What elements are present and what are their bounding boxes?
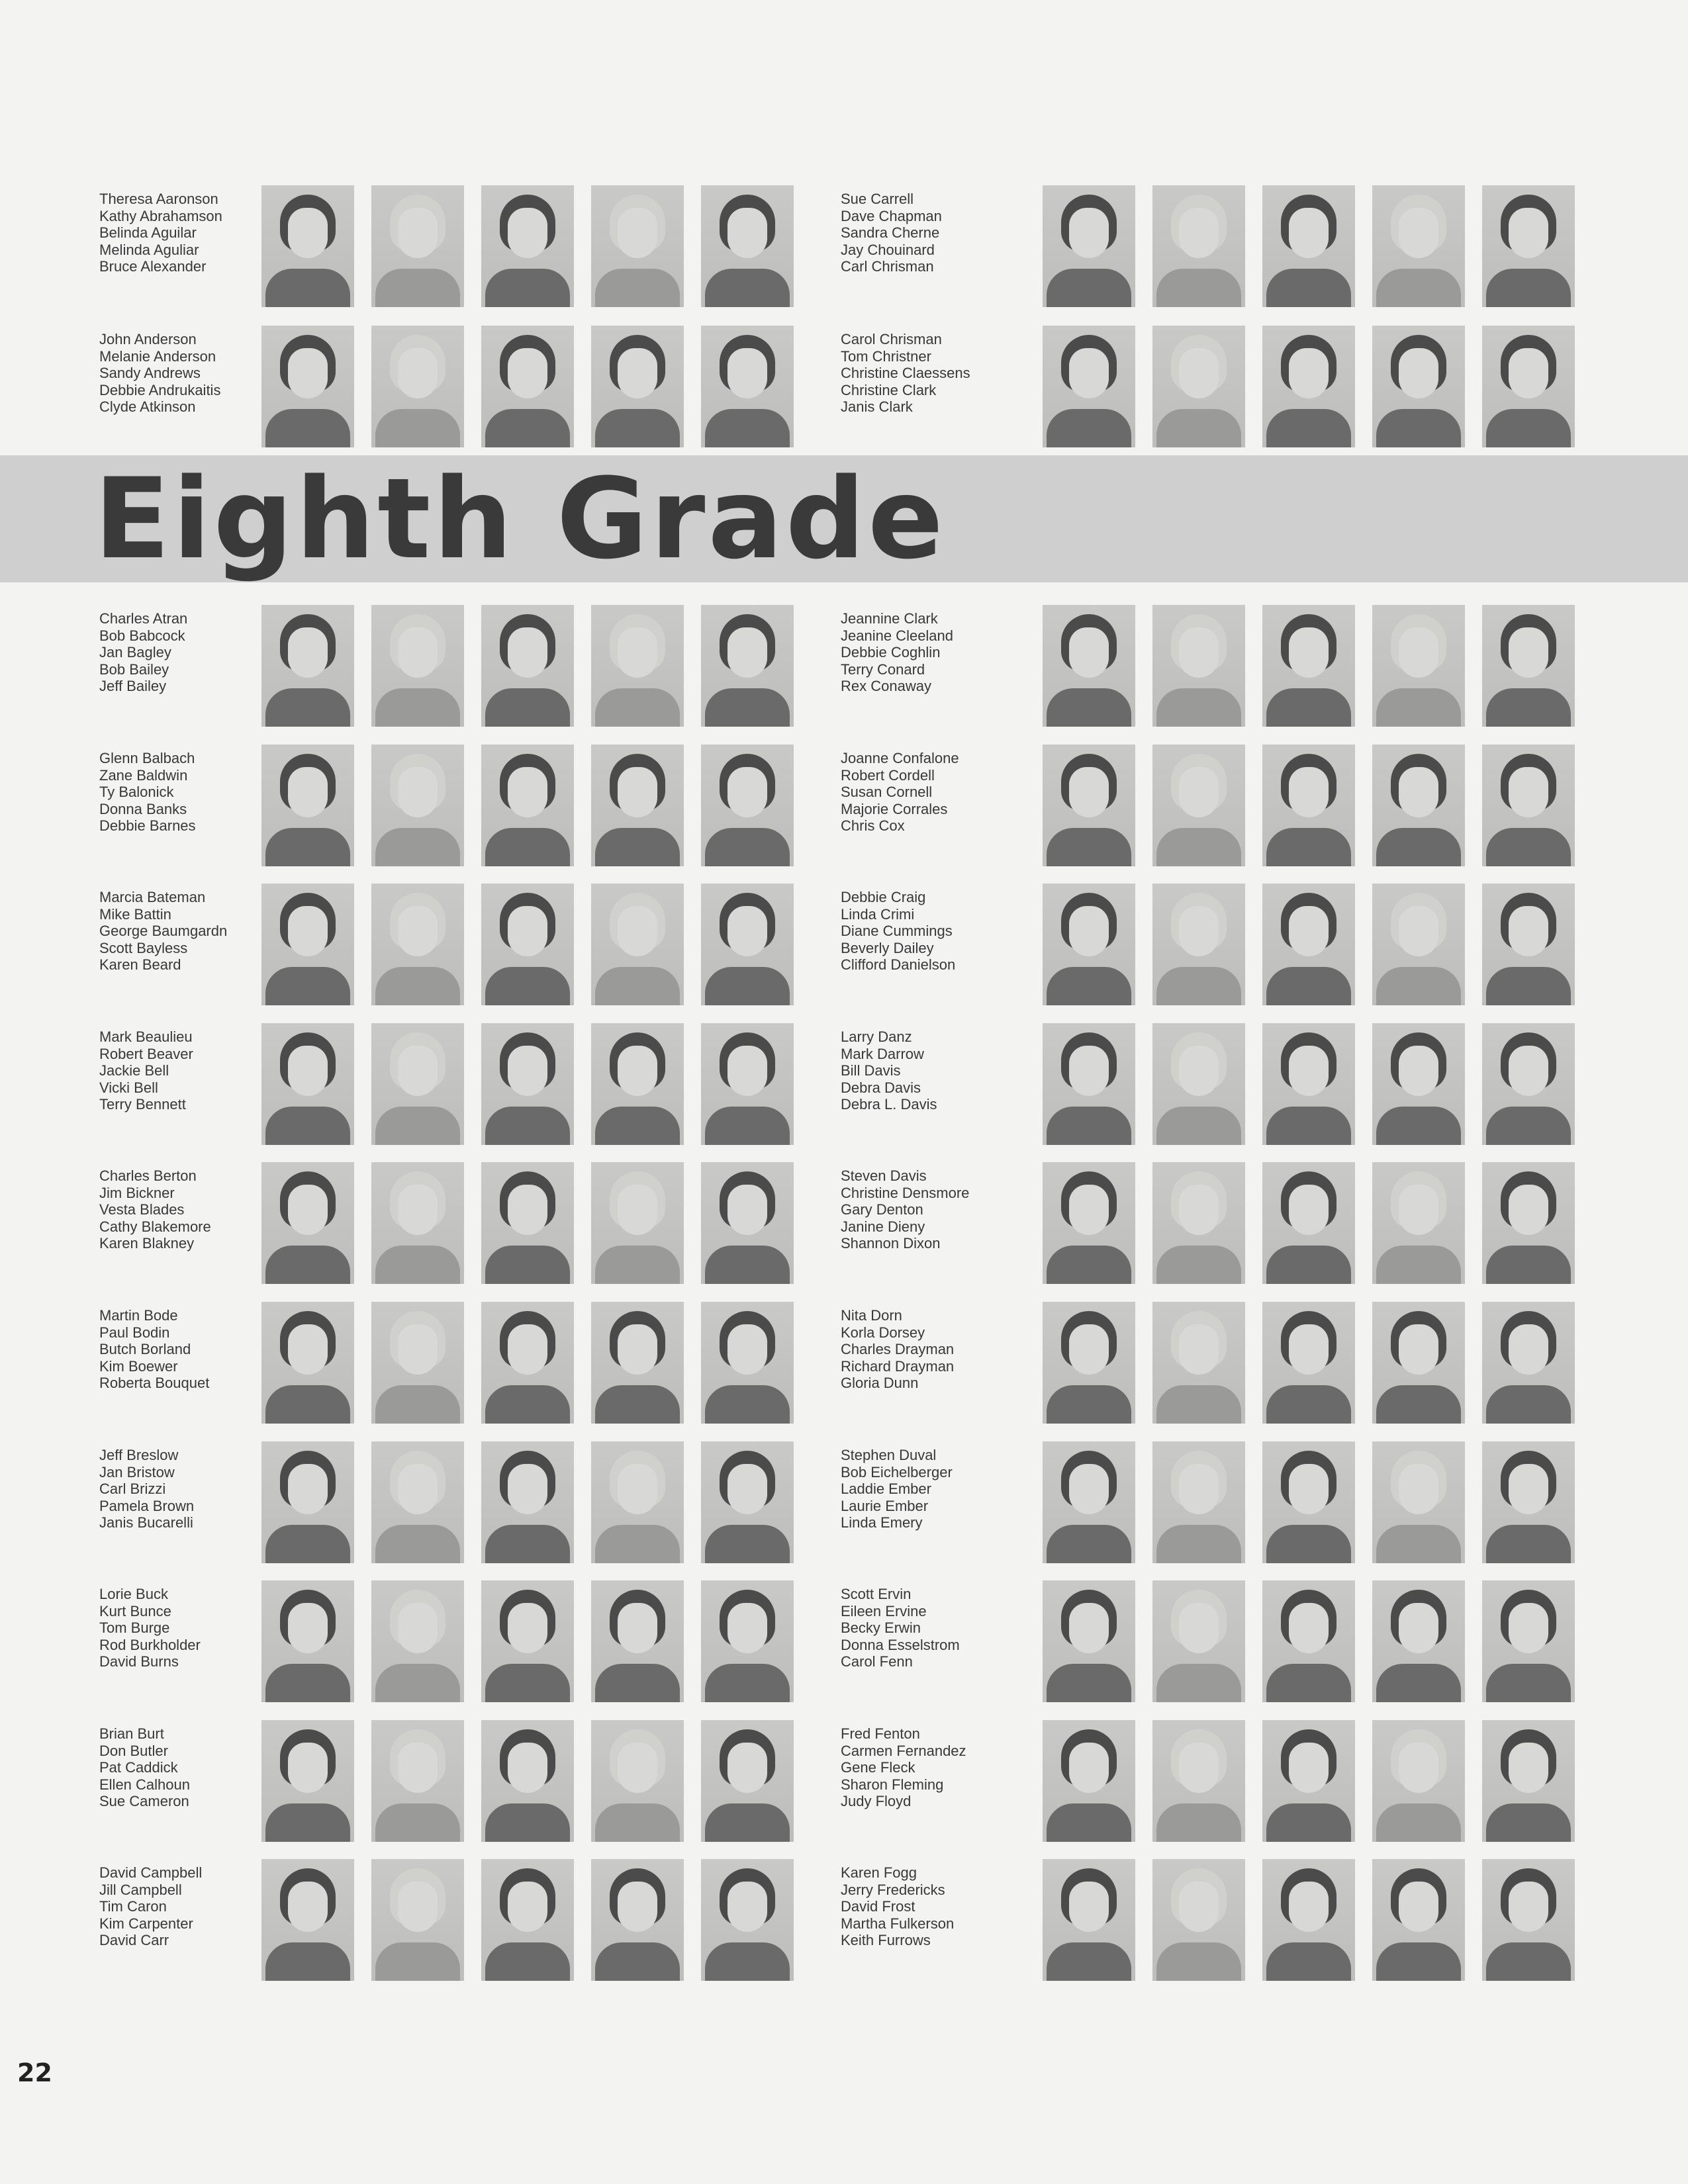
student-name: Debra Davis [841, 1079, 921, 1096]
student-name: Richard Drayman [841, 1357, 955, 1375]
student-name: Carol Fenn [841, 1653, 913, 1670]
student-portrait [1482, 1441, 1575, 1563]
student-portrait [1152, 1720, 1245, 1842]
student-name: Bob Bailey [99, 660, 169, 678]
student-portrait [1043, 1720, 1135, 1842]
student-portrait [371, 1580, 464, 1702]
student-portrait [1482, 326, 1575, 447]
student-portrait [1043, 1302, 1135, 1424]
student-portrait [261, 1023, 354, 1145]
student-portrait [701, 185, 794, 307]
student-portrait [1152, 185, 1245, 307]
student-portrait [1152, 1302, 1245, 1424]
student-name: Bob Eichelberger [841, 1463, 953, 1480]
student-name: Vicki Bell [99, 1079, 158, 1096]
student-name: Lorie Buck [99, 1586, 168, 1602]
student-portrait [261, 1162, 354, 1284]
student-portrait [1372, 605, 1465, 727]
student-name: Jan Bagley [99, 644, 171, 660]
student-name-list [99, 1447, 252, 1531]
student-name: John Anderson [99, 331, 197, 347]
student-portrait [1152, 745, 1245, 866]
student-portrait [1262, 884, 1355, 1005]
student-portrait [1482, 884, 1575, 1005]
student-portrait [371, 1162, 464, 1284]
student-portrait [1482, 1580, 1575, 1702]
student-name-list [99, 1725, 252, 1810]
student-name: Jill Campbell [99, 1881, 182, 1898]
student-portrait [701, 1302, 794, 1424]
student-portrait [1262, 1023, 1355, 1145]
student-name: Roberta Bouquet [99, 1375, 210, 1391]
student-portrait [591, 1580, 684, 1702]
student-name-list [841, 1307, 993, 1392]
student-name: Scott Ervin [841, 1586, 912, 1602]
student-portrait [481, 745, 574, 866]
student-portrait [1152, 1023, 1245, 1145]
student-portrait [1262, 1162, 1355, 1284]
student-name: Nita Dorn [841, 1307, 902, 1324]
student-name: Melinda Aguliar [99, 241, 199, 258]
title-banner [0, 455, 1688, 582]
student-name: Rex Conaway [841, 678, 931, 694]
student-name: Jim Bickner [99, 1184, 175, 1201]
student-name: Robert Beaver [99, 1045, 193, 1062]
student-name: Laddie Ember [841, 1480, 931, 1497]
student-portrait [1372, 1580, 1465, 1702]
student-portrait [1152, 884, 1245, 1005]
student-name-list [99, 1586, 252, 1670]
student-portrait [1043, 605, 1135, 727]
student-portrait [1262, 745, 1355, 866]
student-portrait [1152, 326, 1245, 447]
student-portrait [591, 1859, 684, 1981]
student-name: Martha Fulkerson [841, 1915, 955, 1932]
student-portrait [1043, 1441, 1135, 1563]
student-portrait [1043, 326, 1135, 447]
student-name: Clyde Atkinson [99, 398, 196, 415]
student-portrait [701, 326, 794, 447]
student-name: Diane Cummings [841, 923, 953, 939]
student-portrait [591, 884, 684, 1005]
student-name: Becky Erwin [841, 1619, 921, 1636]
student-portrait [1152, 1162, 1245, 1284]
student-portrait [1372, 1720, 1465, 1842]
student-portrait [371, 185, 464, 307]
student-name-list [99, 331, 252, 416]
student-name: David Campbell [99, 1864, 203, 1881]
student-portrait [371, 1720, 464, 1842]
student-portrait [1043, 1859, 1135, 1981]
student-portrait [261, 185, 354, 307]
student-name: Shannon Dixon [841, 1235, 941, 1251]
student-portrait [371, 884, 464, 1005]
student-portrait [701, 745, 794, 866]
student-name: Debbie Andrukaitis [99, 381, 221, 398]
student-portrait [481, 1720, 574, 1842]
student-name: Jan Bristow [99, 1463, 175, 1480]
student-name: Eileen Ervine [841, 1602, 927, 1619]
student-name: Donna Esselstrom [841, 1636, 960, 1653]
student-portrait [481, 1162, 574, 1284]
student-name-list [841, 1447, 993, 1531]
student-name: Fred Fenton [841, 1725, 920, 1742]
student-name: Glenn Balbach [99, 750, 195, 766]
student-name: Kim Boewer [99, 1357, 178, 1375]
student-name: Tom Burge [99, 1619, 170, 1636]
student-portrait [1152, 1859, 1245, 1981]
student-portrait [701, 1859, 794, 1981]
student-name: Chris Cox [841, 817, 905, 834]
student-name-list [841, 191, 993, 275]
student-portrait [1262, 326, 1355, 447]
student-name-list [841, 331, 993, 416]
student-portrait [1372, 1302, 1465, 1424]
student-name-list [99, 610, 252, 695]
student-portrait [481, 884, 574, 1005]
student-name: Christine Claessens [841, 365, 970, 381]
student-name: Charles Atran [99, 610, 188, 627]
student-portrait [701, 1441, 794, 1563]
student-name-list [99, 191, 252, 275]
student-portrait [261, 605, 354, 727]
student-portrait [1262, 1441, 1355, 1563]
student-portrait [591, 185, 684, 307]
student-portrait [1482, 1859, 1575, 1981]
student-name: Linda Emery [841, 1514, 923, 1531]
student-name: Larry Danz [841, 1028, 912, 1045]
student-name: Gene Fleck [841, 1759, 915, 1776]
student-name-list [841, 1167, 993, 1252]
student-name: Pamela Brown [99, 1497, 195, 1514]
student-name: Steven Davis [841, 1167, 927, 1184]
student-name: Terry Conard [841, 660, 925, 678]
student-name: Keith Furrows [841, 1932, 931, 1948]
student-portrait [591, 745, 684, 866]
student-portrait [261, 745, 354, 866]
student-name-list [841, 1586, 993, 1670]
student-name: Karen Beard [99, 956, 181, 973]
student-portrait [481, 1023, 574, 1145]
student-name: Jeff Breslow [99, 1447, 179, 1463]
student-name-list [841, 750, 993, 835]
student-portrait [701, 884, 794, 1005]
student-portrait [261, 1859, 354, 1981]
student-name: Kurt Bunce [99, 1602, 171, 1619]
student-portrait [1482, 1720, 1575, 1842]
student-name: Stephen Duval [841, 1447, 937, 1463]
student-portrait [591, 326, 684, 447]
student-portrait [261, 326, 354, 447]
student-portrait [1372, 1441, 1465, 1563]
student-name: Jackie Bell [99, 1062, 169, 1079]
student-portrait [481, 1441, 574, 1563]
student-portrait [1372, 326, 1465, 447]
student-name-list [99, 889, 252, 974]
student-portrait [1372, 1023, 1465, 1145]
student-portrait [371, 1023, 464, 1145]
student-portrait [1482, 1023, 1575, 1145]
student-name: Debbie Barnes [99, 817, 196, 834]
student-name: Carl Chrisman [841, 258, 934, 275]
student-name-list [99, 750, 252, 835]
student-name: Sue Carrell [841, 191, 914, 207]
student-name: Majorie Corrales [841, 800, 948, 817]
student-name: Terry Bennett [99, 1096, 186, 1113]
student-portrait [481, 605, 574, 727]
student-portrait [1152, 605, 1245, 727]
student-name: Bob Babcock [99, 627, 185, 644]
student-portrait [1262, 1720, 1355, 1842]
student-portrait [1043, 185, 1135, 307]
student-portrait [1482, 605, 1575, 727]
student-portrait [591, 605, 684, 727]
student-portrait [261, 1580, 354, 1702]
student-portrait [701, 605, 794, 727]
student-portrait [1372, 745, 1465, 866]
student-name-list [841, 889, 993, 974]
student-name: Tom Christner [841, 347, 931, 365]
student-name: Donna Banks [99, 800, 187, 817]
student-portrait [261, 884, 354, 1005]
student-portrait [591, 1023, 684, 1145]
student-name: Carl Brizzi [99, 1480, 166, 1497]
student-name: Susan Cornell [841, 784, 933, 800]
student-name-list [99, 1167, 252, 1252]
student-portrait [371, 1441, 464, 1563]
student-name: Sandra Cherne [841, 224, 940, 241]
student-portrait [701, 1580, 794, 1702]
student-portrait [1043, 1580, 1135, 1702]
student-portrait [591, 1302, 684, 1424]
student-name: Joanne Confalone [841, 750, 959, 766]
student-name: Robert Cordell [841, 766, 935, 784]
student-name-list [841, 1725, 993, 1810]
student-name: Debra L. Davis [841, 1096, 937, 1113]
page-number: 22 [17, 2058, 52, 2087]
student-portrait [1262, 1302, 1355, 1424]
student-name: Jerry Fredericks [841, 1881, 945, 1898]
student-portrait [1372, 1162, 1465, 1284]
student-name: Bill Davis [841, 1062, 901, 1079]
student-portrait [1482, 745, 1575, 866]
student-name: Mike Battin [99, 905, 171, 923]
student-name: Sharon Fleming [841, 1776, 944, 1793]
student-portrait [261, 1302, 354, 1424]
student-portrait [1262, 185, 1355, 307]
student-name-list [841, 610, 993, 695]
student-name: Karen Blakney [99, 1235, 195, 1251]
student-name: Janis Bucarelli [99, 1514, 193, 1531]
student-name: Marcia Bateman [99, 889, 206, 905]
student-name: Brian Burt [99, 1725, 164, 1742]
student-name: Theresa Aaronson [99, 191, 218, 207]
student-name: Beverly Dailey [841, 939, 934, 956]
student-name: Gary Denton [841, 1201, 923, 1218]
student-name: Charles Drayman [841, 1341, 955, 1357]
student-name: Butch Borland [99, 1341, 191, 1357]
student-portrait [481, 185, 574, 307]
student-portrait [1152, 1580, 1245, 1702]
page-title: Eighth Grade [94, 454, 946, 584]
student-portrait [371, 605, 464, 727]
student-name: Debbie Craig [841, 889, 926, 905]
student-portrait [1482, 1162, 1575, 1284]
student-name: Janine Dieny [841, 1218, 925, 1235]
student-portrait [1043, 884, 1135, 1005]
student-name: Zane Baldwin [99, 766, 188, 784]
student-name: Dave Chapman [841, 207, 942, 224]
student-name: Ellen Calhoun [99, 1776, 190, 1793]
student-portrait [701, 1162, 794, 1284]
student-portrait [1482, 185, 1575, 307]
student-name: Paul Bodin [99, 1324, 170, 1341]
student-name: Jeff Bailey [99, 678, 167, 694]
student-name: Christine Clark [841, 381, 937, 398]
student-name: Jeanine Cleeland [841, 627, 954, 644]
student-name: Scott Bayless [99, 939, 188, 956]
student-portrait [1043, 1023, 1135, 1145]
student-name: Belinda Aguilar [99, 224, 197, 241]
student-portrait [1262, 1859, 1355, 1981]
student-portrait [371, 326, 464, 447]
student-name: Melanie Anderson [99, 347, 216, 365]
student-name: Tim Caron [99, 1898, 167, 1915]
student-name: Clifford Danielson [841, 956, 956, 973]
student-name: Mark Beaulieu [99, 1028, 193, 1045]
student-name: Ty Balonick [99, 784, 174, 800]
student-portrait [1372, 1859, 1465, 1981]
student-name: Cathy Blakemore [99, 1218, 211, 1235]
student-portrait [1043, 745, 1135, 866]
student-portrait [261, 1720, 354, 1842]
student-portrait [371, 1302, 464, 1424]
student-portrait [701, 1720, 794, 1842]
student-name: Sandy Andrews [99, 365, 201, 381]
student-name: Korla Dorsey [841, 1324, 925, 1341]
student-portrait [1372, 884, 1465, 1005]
student-name: David Frost [841, 1898, 915, 1915]
student-portrait [371, 1859, 464, 1981]
student-name: Bruce Alexander [99, 258, 207, 275]
student-name: Janis Clark [841, 398, 913, 415]
student-name-list [99, 1028, 252, 1113]
student-portrait [1262, 1580, 1355, 1702]
student-name: Charles Berton [99, 1167, 197, 1184]
student-portrait [591, 1162, 684, 1284]
student-portrait [1043, 1162, 1135, 1284]
student-name-list [841, 1864, 993, 1949]
student-name: Laurie Ember [841, 1497, 929, 1514]
student-name: Sue Cameron [99, 1793, 189, 1809]
student-name: George Baumgardn [99, 923, 228, 939]
student-name: Kim Carpenter [99, 1915, 193, 1932]
student-name: David Carr [99, 1932, 169, 1948]
student-name: Mark Darrow [841, 1045, 924, 1062]
student-name: Karen Fogg [841, 1864, 917, 1881]
student-portrait [1482, 1302, 1575, 1424]
student-portrait [1372, 185, 1465, 307]
student-name: Jeannine Clark [841, 610, 938, 627]
student-portrait [481, 1859, 574, 1981]
student-portrait [261, 1441, 354, 1563]
student-portrait [1262, 605, 1355, 727]
student-name: Pat Caddick [99, 1759, 178, 1776]
student-name: Rod Burkholder [99, 1636, 201, 1653]
student-portrait [591, 1720, 684, 1842]
student-portrait [701, 1023, 794, 1145]
student-portrait [1152, 1441, 1245, 1563]
student-name-list [99, 1864, 252, 1949]
student-name: Christine Densmore [841, 1184, 970, 1201]
student-name: Vesta Blades [99, 1201, 185, 1218]
student-name: Martin Bode [99, 1307, 178, 1324]
student-name-list [99, 1307, 252, 1392]
student-portrait [481, 1580, 574, 1702]
student-name: Carol Chrisman [841, 331, 942, 347]
student-name: Kathy Abrahamson [99, 207, 222, 224]
student-portrait [481, 1302, 574, 1424]
student-name: Gloria Dunn [841, 1375, 919, 1391]
student-name: Jay Chouinard [841, 241, 935, 258]
student-name-list [841, 1028, 993, 1113]
student-portrait [371, 745, 464, 866]
student-portrait [481, 326, 574, 447]
student-portrait [591, 1441, 684, 1563]
student-name: Linda Crimi [841, 905, 915, 923]
student-name: Don Butler [99, 1742, 168, 1759]
student-name: Carmen Fernandez [841, 1742, 966, 1759]
student-name: Judy Floyd [841, 1793, 912, 1809]
student-name: David Burns [99, 1653, 179, 1670]
student-name: Debbie Coghlin [841, 644, 941, 660]
